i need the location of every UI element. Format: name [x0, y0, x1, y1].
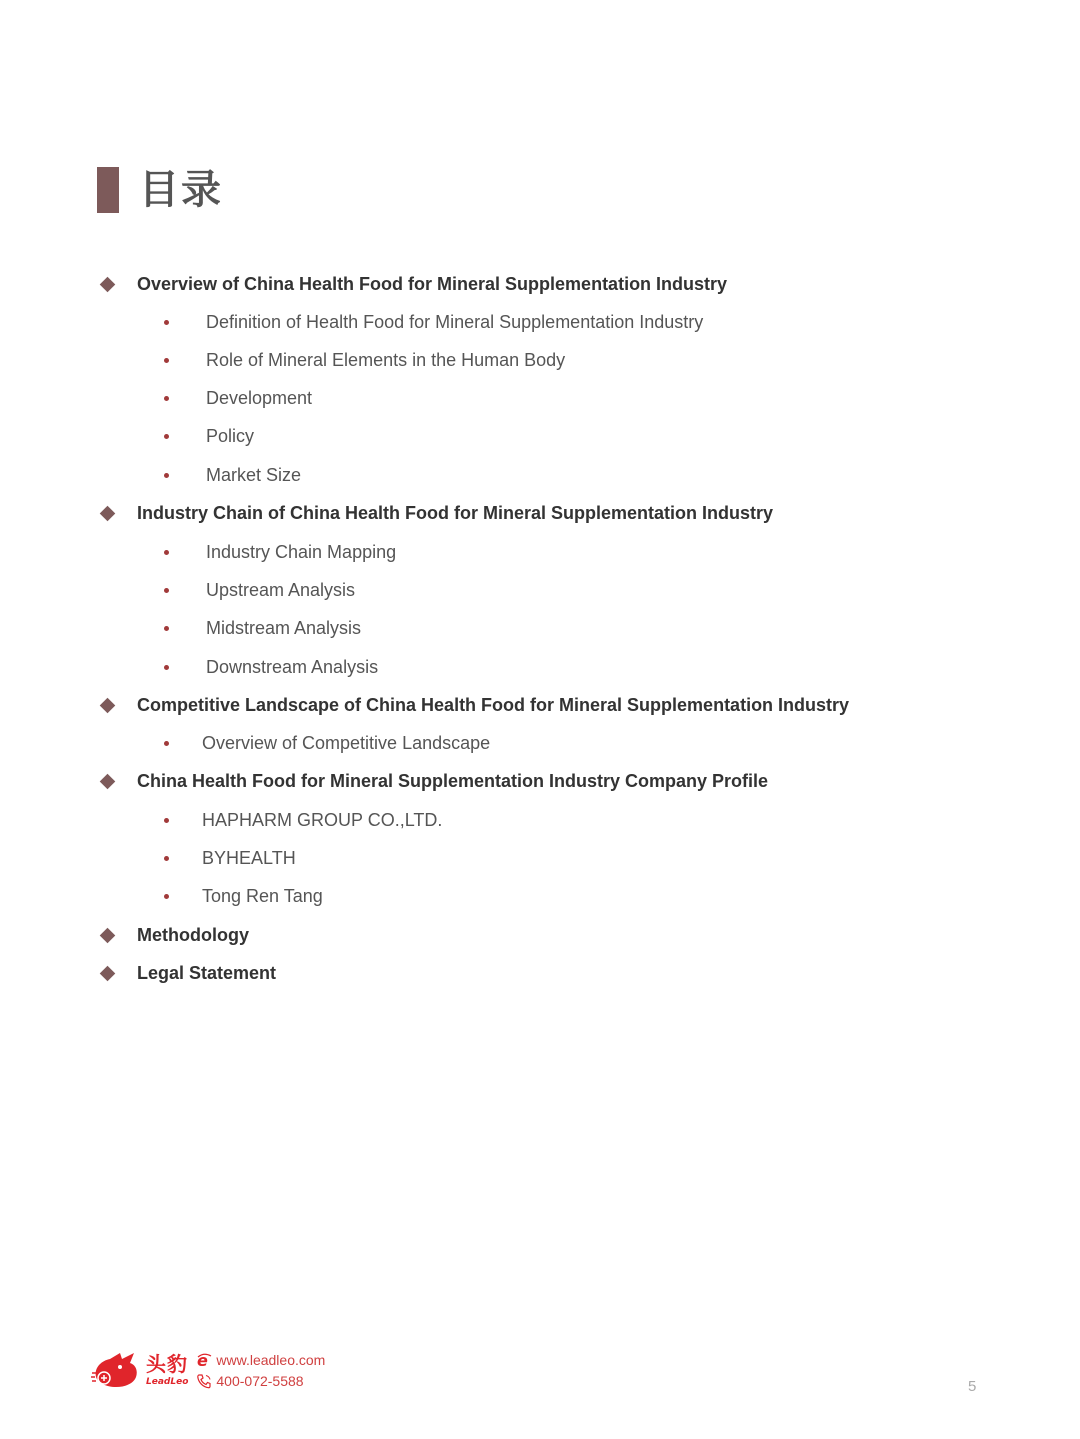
toc-title	[97, 166, 223, 214]
toc-section-company-profile[interactable]	[100, 766, 768, 796]
toc-entry-label: BYHEALTH	[202, 847, 296, 868]
brand-cn: 头豹	[146, 1352, 188, 1376]
dot-bullet-icon	[164, 434, 169, 439]
dot-bullet-icon	[164, 588, 169, 593]
toc-entry-label: Market Size	[206, 464, 302, 485]
toc-section-legal-statement[interactable]	[100, 958, 276, 988]
toc-entry[interactable]	[164, 460, 302, 490]
dot-bullet-icon	[164, 396, 169, 401]
toc-entry[interactable]	[164, 805, 443, 835]
dot-bullet-icon	[164, 741, 169, 746]
diamond-bullet-icon	[100, 505, 116, 521]
leadleo-logo-icon	[90, 1347, 144, 1393]
toc-section-competitive-landscape[interactable]	[100, 690, 849, 720]
toc-entry[interactable]	[164, 307, 704, 337]
phone-row[interactable]	[196, 1370, 325, 1391]
toc-entry[interactable]	[164, 728, 491, 758]
toc-entry-label: Overview of Competitive Landscape	[202, 732, 491, 753]
dot-bullet-icon	[164, 473, 169, 478]
diamond-bullet-icon	[100, 965, 116, 981]
toc-section-label: Competitive Landscape of China Health Food for Mineral Supplementation Industry	[137, 694, 850, 715]
page-title: 目录	[139, 167, 223, 213]
contact-info	[196, 1347, 325, 1393]
dot-bullet-icon	[164, 358, 169, 363]
phone-icon	[196, 1373, 212, 1389]
toc-section-label: Legal Statement	[137, 962, 277, 983]
title-accent-bar	[97, 167, 119, 213]
toc-entry[interactable]	[164, 345, 566, 375]
toc-entry-label: Upstream Analysis	[206, 579, 356, 600]
diamond-bullet-icon	[100, 276, 116, 292]
toc-section-industry-chain[interactable]	[100, 498, 773, 528]
toc-entry[interactable]	[164, 537, 397, 567]
toc-entry-label: Development	[206, 387, 313, 408]
diamond-bullet-icon	[100, 773, 116, 789]
toc-entry-label: Industry Chain Mapping	[206, 541, 397, 562]
dot-bullet-icon	[164, 626, 169, 631]
toc-entry-label: Definition of Health Food for Mineral Supplementation Industry	[206, 311, 704, 332]
svg-text:e: e	[197, 1351, 209, 1368]
brand-name	[146, 1347, 188, 1393]
toc-entry-label: Policy	[206, 425, 255, 446]
ie-browser-icon	[196, 1352, 212, 1368]
toc-entry[interactable]	[164, 652, 379, 682]
toc-section-label: Methodology	[137, 924, 249, 945]
toc-entry-label: Role of Mineral Elements in the Human Body	[206, 349, 566, 370]
toc-entry[interactable]	[164, 613, 362, 643]
toc-section-label: Industry Chain of China Health Food for Mineral Supplementation Industry	[137, 502, 774, 523]
dot-bullet-icon	[164, 818, 169, 823]
toc-section-methodology[interactable]	[100, 920, 249, 950]
dot-bullet-icon	[164, 856, 169, 861]
toc-section-label: Overview of China Health Food for Mineral Supplementation Industry	[137, 273, 728, 294]
toc-entry[interactable]	[164, 843, 296, 873]
phone-number[interactable]: 400-072-5588	[216, 1372, 304, 1389]
toc-entry[interactable]	[164, 575, 356, 605]
dot-bullet-icon	[164, 320, 169, 325]
diamond-bullet-icon	[100, 697, 116, 713]
toc-entry-label: Midstream Analysis	[206, 617, 362, 638]
dot-bullet-icon	[164, 894, 169, 899]
toc-entry-label: Tong Ren Tang	[202, 885, 323, 906]
toc-entry[interactable]	[164, 421, 255, 451]
dot-bullet-icon	[164, 665, 169, 670]
page-number: 5	[968, 1378, 977, 1395]
toc-entry[interactable]	[164, 383, 313, 413]
toc-section-overview[interactable]	[100, 269, 727, 299]
toc-section-label: China Health Food for Mineral Supplementation Industry Company Profile	[137, 770, 769, 791]
toc-entry-label: HAPHARM GROUP CO.,LTD.	[202, 809, 443, 830]
footer	[90, 1345, 325, 1395]
diamond-bullet-icon	[100, 927, 116, 943]
brand-en: LeadLeo	[146, 1377, 189, 1387]
toc-entry[interactable]	[164, 881, 323, 911]
website-link[interactable]: www.leadleo.com	[216, 1351, 326, 1368]
toc-entry-label: Downstream Analysis	[206, 656, 379, 677]
dot-bullet-icon	[164, 550, 169, 555]
website-row[interactable]	[196, 1349, 325, 1370]
